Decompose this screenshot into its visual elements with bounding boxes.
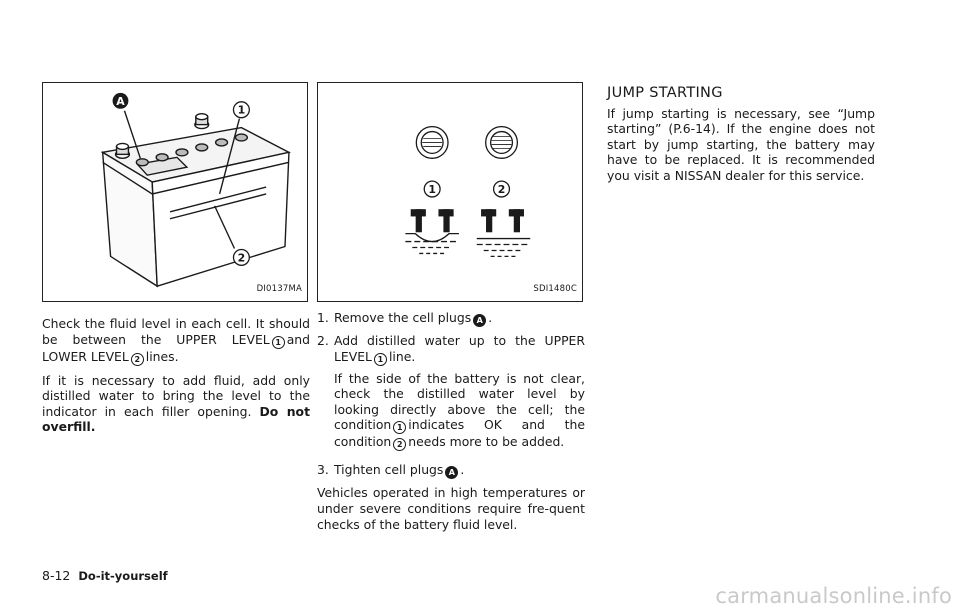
section-heading: JUMP STARTING (607, 85, 723, 101)
callout-1: 1 (237, 103, 246, 117)
level-illustration (318, 83, 582, 301)
watermark: carmanualsonline.info (715, 584, 952, 608)
step-number: 1. (317, 310, 329, 325)
text: . (488, 310, 493, 325)
level-figure (317, 82, 583, 302)
battery-illustration (43, 83, 307, 301)
text: . (460, 462, 465, 478)
step-number: 2. (317, 333, 329, 348)
callout-1: 1 (428, 182, 436, 196)
text: Add distilled water up to the UPPER LEVEL (334, 333, 585, 364)
marker-2: 2 (393, 438, 406, 451)
page-number: 8-12 (42, 568, 71, 583)
text: indicates OK and the condition (334, 417, 585, 450)
text: Tighten cell plugs (334, 462, 444, 478)
text: and LOWER LEVEL (42, 331, 310, 364)
text: Check the fluid level in each cell. It should be between the UPPER LEVEL (42, 316, 310, 347)
paragraph-jump-starting: If jump starting is necessary, see “Jump starting” (P.6-14). If the engine does not start by jump starting, the battery may have to be replaced. It is recommended you visit a NISSAN dealer for this service. (607, 105, 875, 183)
paragraph-closing: Vehicles operated in high temperatures or under severe conditions require fre-quent checks of the battery fluid level. (317, 485, 585, 532)
text: needs more to be added. (408, 434, 565, 450)
marker-1: 1 (393, 421, 406, 434)
callout-a: A (116, 94, 125, 108)
column-left (42, 82, 310, 442)
step-number: 3. (317, 462, 329, 478)
column-right (607, 86, 875, 191)
paragraph-add-fluid (42, 373, 310, 435)
text: If the side of the battery is not clear, check the distilled water level by looking directly above the cell; the condition (334, 370, 585, 433)
marker-a: A (473, 314, 486, 327)
callout-2: 2 (497, 182, 506, 196)
figure-label: SDI1480C (533, 284, 577, 295)
figure-label: DI0137MA (256, 284, 302, 295)
marker-1: 1 (272, 336, 285, 349)
text: Remove the cell plugs (334, 310, 472, 325)
steps-list (317, 310, 585, 479)
callout-2: 2 (237, 251, 246, 265)
section-name: Do-it-yourself (78, 569, 168, 583)
text: lines. (145, 348, 179, 364)
battery-figure (42, 82, 308, 302)
list-item (317, 333, 585, 456)
list-item (317, 462, 585, 479)
marker-2: 2 (131, 353, 144, 366)
list-item (317, 310, 585, 327)
text: line. (388, 348, 416, 364)
page-footer (42, 568, 168, 583)
marker-a: A (445, 466, 458, 479)
marker-1: 1 (374, 353, 387, 366)
warning-text: Do not overfill. (42, 403, 310, 435)
text: If it is necessary to add fluid, add only distilled water to bring the level to the indicator in each filler opening. (42, 372, 310, 419)
column-middle (317, 82, 585, 539)
paragraph-check-level (42, 316, 310, 366)
